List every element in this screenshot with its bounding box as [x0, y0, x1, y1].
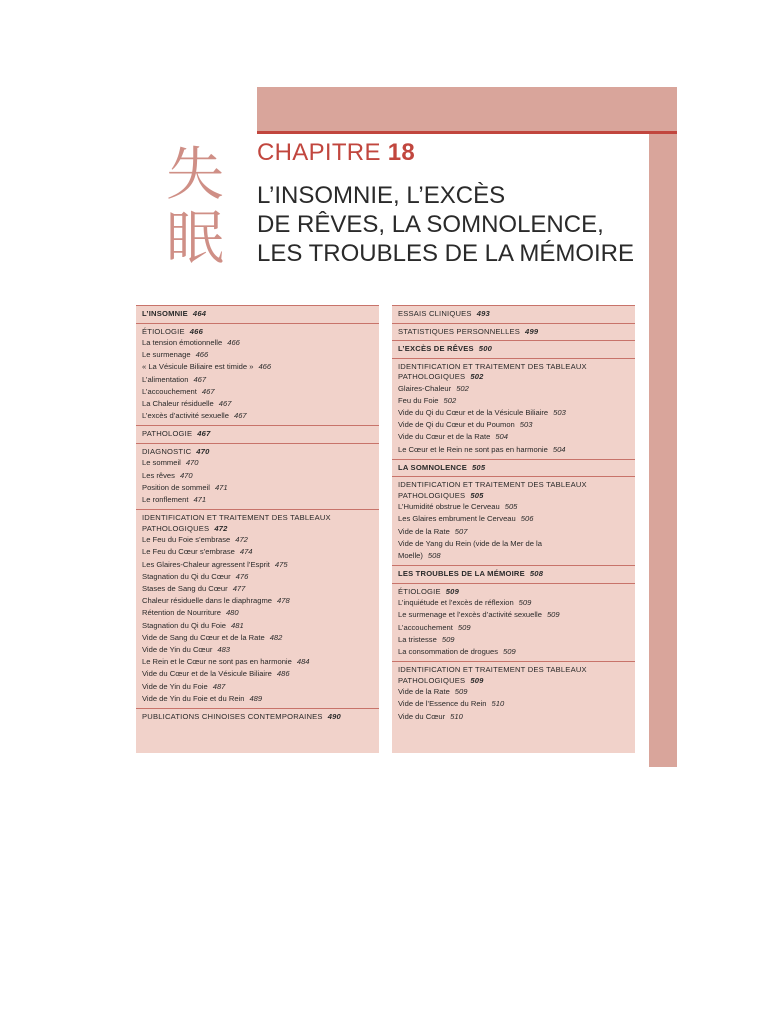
section-heading [398, 480, 629, 501]
section-heading-text: LA SOMNOLENCE [398, 462, 467, 472]
entry-page-number: 472 [235, 535, 248, 545]
toc-entry [398, 622, 629, 634]
section-heading-text: IDENTIFICATION ET TRAITEMENT DES TABLEAUX PATHOLOGIQUES [398, 361, 587, 381]
entry-text: Le surmenage [142, 350, 191, 360]
toc-section [392, 323, 635, 341]
entry-page-number: 467 [201, 386, 215, 396]
section-page-number: 509 [445, 586, 460, 596]
section-page-number: 467 [197, 429, 211, 439]
entry-page-number: 510 [491, 699, 505, 709]
entry-text: L’excès d’activité sexuelle [142, 411, 229, 421]
toc-section [136, 323, 379, 426]
toc-entry [398, 698, 629, 710]
toc-entry [142, 398, 373, 410]
entry-page-number: 506 [520, 514, 534, 524]
toc-entry [398, 609, 629, 621]
toc-entry [398, 646, 629, 658]
entry-text: Vide du Cœur et de la Vésicule Biliaire [142, 669, 272, 679]
title-line: DE RÊVES, LA SOMNOLENCE, [257, 211, 604, 238]
section-heading-text: ÉTIOLOGIE [398, 586, 441, 596]
toc-entry [142, 559, 373, 571]
toc-entry [142, 337, 373, 349]
toc-entry [142, 470, 373, 482]
toc-entry [142, 534, 373, 546]
entry-page-number: 475 [274, 559, 288, 569]
toc-section [392, 661, 635, 726]
section-heading [398, 463, 629, 474]
entry-page-number: 478 [277, 596, 290, 606]
toc-section [392, 459, 635, 477]
entry-page-number: 474 [239, 547, 253, 557]
toc-entry [142, 457, 373, 469]
chapter-title [257, 181, 647, 268]
section-page-number: 509 [470, 675, 484, 685]
entry-text: La consommation de drogues [398, 647, 499, 657]
entry-page-number: 466 [258, 362, 272, 372]
title-line: LES TROUBLES DE LA MÉMOIRE [257, 240, 635, 267]
section-heading [142, 327, 373, 338]
side-band [649, 134, 677, 767]
kanji-char-2: 眠 [165, 204, 224, 272]
entry-text: Les rêves [142, 470, 175, 480]
entry-page-number: 489 [249, 693, 263, 703]
entry-page-number: 508 [427, 551, 441, 561]
entry-page-number: 510 [450, 711, 463, 721]
entry-text: La tension émotionnelle [142, 338, 223, 347]
toc-entry [142, 386, 373, 398]
entry-text: Vide du Qi du Cœur et de la Vésicule Biliaire [398, 407, 549, 417]
header-band [257, 87, 677, 131]
entry-text: La tristesse [398, 634, 437, 644]
entry-text: Chaleur résiduelle dans le diaphragme [142, 596, 273, 606]
section-heading [142, 429, 373, 440]
toc-entry [142, 693, 373, 705]
toc-entry [142, 668, 373, 680]
section-page-number: 464 [192, 309, 207, 318]
entry-page-number: 470 [185, 458, 199, 468]
entry-page-number: 471 [214, 482, 228, 492]
section-page-number: 502 [470, 372, 484, 381]
section-heading-text: LES TROUBLES DE LA MÉMOIRE [398, 569, 525, 579]
toc-section [136, 305, 379, 323]
chapter-heading [257, 139, 415, 167]
entry-page-number: 487 [212, 681, 226, 691]
entry-text: Vide de Yin du Foie [142, 681, 208, 691]
entry-page-number: 503 [519, 420, 533, 430]
toc-section [136, 509, 379, 708]
toc-entry [142, 681, 373, 693]
section-page-number: 493 [476, 309, 490, 318]
entry-text: Stagnation du Qi du Cœur [142, 571, 231, 581]
entry-text: Le Feu du Cœur s’embrase [142, 547, 235, 557]
toc-entry [142, 349, 373, 361]
entry-page-number: 484 [296, 657, 310, 667]
toc-entry [398, 538, 629, 550]
entry-text: « La Vésicule Biliaire est timide » [142, 362, 254, 372]
toc-entry [398, 634, 629, 646]
entry-page-number: 504 [495, 432, 508, 442]
toc-entry [398, 383, 629, 395]
toc-entry [142, 410, 373, 422]
toc-entry [398, 513, 629, 525]
entry-text: La Chaleur résiduelle [142, 399, 214, 409]
section-heading-text: DIAGNOSTIC [142, 446, 192, 456]
section-heading-text: PUBLICATIONS CHINOISES CONTEMPORAINES [142, 712, 323, 722]
entry-page-number: 480 [225, 608, 239, 618]
entry-text: Vide du Cœur et de la Rate [398, 432, 491, 442]
entry-text: Le Rein et le Cœur ne sont pas en harmonie [142, 657, 292, 667]
entry-page-number: 509 [518, 598, 532, 608]
entry-text: Le Feu du Foie s’embrase [142, 535, 231, 545]
entry-text: Vide de Sang du Cœur et de la Rate [142, 632, 265, 642]
entry-text: Vide de la Rate [398, 687, 450, 697]
title-line: L’INSOMNIE, L’EXCÈS [257, 182, 506, 209]
toc-entry [142, 656, 373, 668]
toc-entry [142, 595, 373, 607]
entry-page-number: 466 [227, 338, 240, 347]
toc-entry [398, 419, 629, 431]
entry-page-number: 467 [193, 374, 207, 384]
entry-page-number: 467 [218, 399, 232, 409]
toc-entry [398, 550, 629, 562]
entry-page-number: 466 [195, 350, 209, 360]
entry-page-number: 481 [231, 620, 244, 630]
entry-page-number: 483 [217, 645, 231, 655]
section-page-number: 500 [478, 344, 493, 353]
section-page-number: 505 [471, 462, 486, 472]
section-heading-text: IDENTIFICATION ET TRAITEMENT DES TABLEAUX PATHOLOGIQUES [398, 480, 587, 500]
entry-page-number: 509 [454, 687, 468, 697]
chapter-label: CHAPITRE [257, 139, 381, 166]
entry-text: Le Cœur et le Rein ne sont pas en harmonie [398, 444, 548, 454]
entry-page-number: 509 [457, 622, 471, 632]
entry-text: L’accouchement [142, 386, 197, 396]
toc-entry [142, 607, 373, 619]
toc-entry [142, 482, 373, 494]
entry-page-number: 486 [276, 669, 290, 679]
toc-section [136, 425, 379, 443]
entry-text: Vide de Yin du Foie et du Rein [142, 693, 245, 703]
entry-text: Le sommeil [142, 458, 181, 468]
toc-section [392, 340, 635, 358]
section-heading-text: IDENTIFICATION ET TRAITEMENT DES TABLEAUX PATHOLOGIQUES [398, 665, 587, 685]
entry-page-number: 471 [193, 495, 207, 505]
toc-entry [142, 644, 373, 656]
toc-entry [398, 395, 629, 407]
section-heading [142, 513, 373, 534]
entry-page-number: 476 [235, 571, 249, 581]
toc-section [392, 305, 635, 323]
toc-entry [142, 361, 373, 373]
section-heading-text: ESSAIS CLINIQUES [398, 309, 472, 318]
section-page-number: 505 [470, 490, 484, 500]
section-heading [142, 712, 373, 723]
section-heading [398, 327, 629, 338]
entry-page-number: 507 [454, 526, 468, 536]
section-heading-text: ÉTIOLOGIE [142, 326, 185, 336]
entry-text: L’accouchement [398, 622, 453, 632]
section-heading [398, 344, 629, 355]
entry-text: L’inquiétude et l’excès de réflexion [398, 598, 514, 608]
toc-entry [398, 501, 629, 513]
section-page-number: 499 [525, 326, 539, 336]
entry-text: Vide de l’Essence du Rein [398, 699, 487, 709]
chapter-number: 18 [387, 139, 416, 166]
section-page-number: 466 [189, 326, 204, 336]
toc-entry [142, 494, 373, 506]
entry-page-number: 505 [504, 502, 518, 512]
entry-text: Moelle) [398, 551, 423, 561]
section-heading [398, 362, 629, 383]
toc-entry [398, 431, 629, 443]
toc-section [136, 708, 379, 726]
section-heading [398, 587, 629, 598]
entry-text: Feu du Foie [398, 395, 439, 405]
section-heading [142, 309, 373, 320]
toc-entry [142, 620, 373, 632]
section-heading-text: PATHOLOGIE [142, 429, 193, 439]
toc-entry [142, 583, 373, 595]
section-page-number: 470 [196, 446, 210, 456]
toc-left-column [136, 305, 379, 753]
entry-text: Les Glaires-Chaleur agressent l’Esprit [142, 559, 270, 569]
section-heading [398, 569, 629, 580]
entry-text: Le surmenage et l’excès d’activité sexuelle [398, 610, 542, 620]
entry-page-number: 503 [553, 407, 566, 417]
kanji-char-1: 失 [165, 140, 224, 208]
toc-section [136, 443, 379, 509]
entry-page-number: 502 [456, 383, 469, 393]
toc-section [392, 565, 635, 583]
entry-page-number: 509 [503, 647, 516, 657]
section-heading-text: L’INSOMNIE [142, 309, 188, 318]
toc-entry [142, 571, 373, 583]
entry-page-number: 509 [546, 610, 560, 620]
entry-text: Le ronflement [142, 495, 189, 505]
entry-text: Vide de Qi du Cœur et du Poumon [398, 420, 515, 430]
section-page-number: 472 [214, 523, 228, 533]
toc-right-column [392, 305, 635, 753]
section-page-number: 490 [327, 712, 341, 722]
entry-text: Position de sommeil [142, 482, 210, 492]
entry-page-number: 477 [232, 584, 246, 594]
entry-page-number: 502 [443, 395, 457, 405]
entry-text: Vide du Cœur [398, 711, 446, 721]
entry-text: Les Glaires embrument le Cerveau [398, 514, 516, 524]
section-heading [398, 309, 629, 320]
toc-entry [398, 711, 629, 723]
entry-page-number: 467 [233, 411, 247, 421]
toc-entry [398, 444, 629, 456]
entry-text: Vide de Yin du Cœur [142, 645, 213, 655]
section-heading-text: L’EXCÈS DE RÊVES [398, 344, 474, 353]
entry-text: Rétention de Nourriture [142, 608, 221, 618]
toc-section [392, 476, 635, 565]
toc-entry [398, 526, 629, 538]
entry-text: Stagnation du Qi du Foie [142, 620, 227, 630]
toc-entry [142, 546, 373, 558]
header-rule [257, 131, 677, 134]
entry-text: Vide de Yang du Rein (vide de la Mer de la [398, 538, 542, 548]
section-page-number: 508 [529, 569, 544, 579]
entry-page-number: 482 [269, 632, 283, 642]
entry-text: L’Humidité obstrue le Cerveau [398, 502, 500, 512]
entry-page-number: 470 [179, 470, 193, 480]
toc-entry [398, 597, 629, 609]
entry-text: Glaires-Chaleur [398, 383, 452, 393]
toc-entry [398, 686, 629, 698]
entry-page-number: 509 [441, 634, 455, 644]
section-heading [398, 665, 629, 686]
section-heading-text: IDENTIFICATION ET TRAITEMENT DES TABLEAUX PATHOLOGIQUES [142, 513, 331, 533]
toc-entry [398, 407, 629, 419]
section-heading-text: STATISTIQUES PERSONNELLES [398, 326, 521, 336]
section-heading [142, 447, 373, 458]
toc-entry [142, 632, 373, 644]
entry-page-number: 504 [552, 444, 566, 454]
entry-text: L’alimentation [142, 374, 189, 384]
toc-section [392, 583, 635, 662]
toc-section [392, 358, 635, 459]
entry-text: Vide de la Rate [398, 526, 450, 536]
entry-text: Stases de Sang du Cœur [142, 584, 228, 594]
chinese-characters [150, 142, 240, 270]
toc-entry [142, 374, 373, 386]
